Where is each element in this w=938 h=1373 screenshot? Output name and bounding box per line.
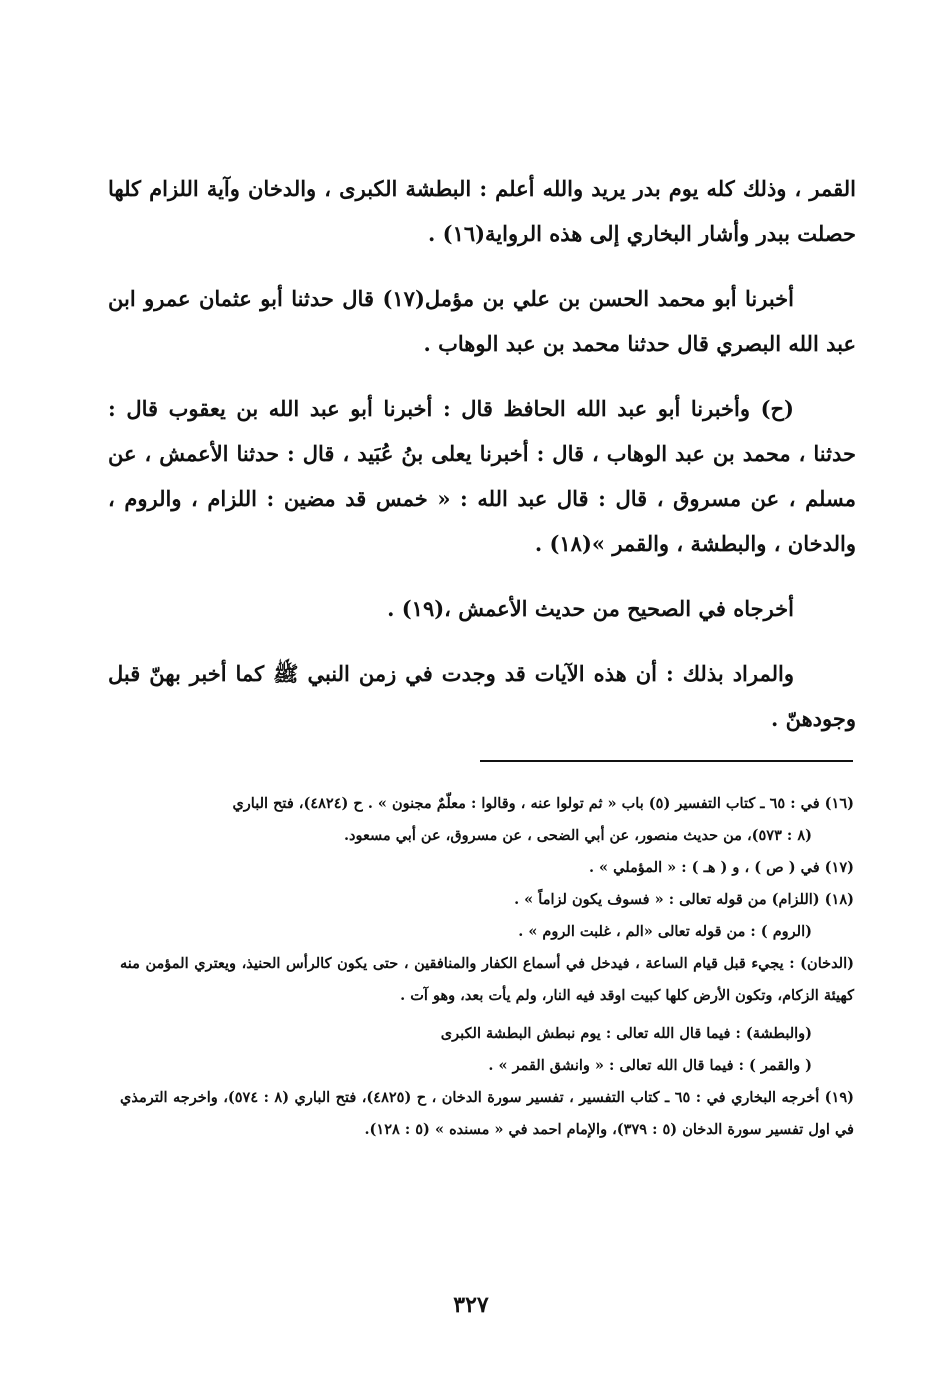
paragraph-5: والمراد بذلك : أن هذه الآيات قد وجدت في زمن النبي ﷺ كما أخبر بهنّ قبل وجودهنّ . <box>108 661 856 731</box>
footnote-divider <box>480 760 853 762</box>
paragraph-2: أخبرنا أبو محمد الحسن بن علي بن مؤمل(١٧) قال حدثنا أبو عثمان عمرو ابن عبد الله البصري قال حدثنا محمد بن عبد الوهاب . <box>108 286 856 356</box>
footnote-16: (١٦) في : ٦٥ ـ كتاب التفسير (٥) باب « ثم تولوا عنه ، وقالوا : معلّمٌ مجنون » . ح (٤٨٢٤)، فتح الباري <box>232 795 854 812</box>
footnote-16-continued: (٨ : ٥٧٣)، من حديث منصور، عن أبي الضحى ، عن مسروق، عن أبي مسعود. <box>343 827 812 844</box>
footnote-18-rum: (الروم ) : من قوله تعالى «الم ، غلبت الروم » . <box>518 923 812 940</box>
footnote-18-dukhan: (الدخان) : يجيء قبل قيام الساعة ، فيدخل في أسماع الكفار والمنافقين ، حتى يكون كالرأس الحنيذ، ويعتري المؤمن منه كهيئة الزكام، وتكون الأرض كلها كبيت اوقد فيه النار، ولم يأت بعد، وهو آت . <box>120 955 854 1004</box>
main-text <box>108 166 856 761</box>
footnotes <box>120 788 854 1146</box>
paragraph-1: القمر ، وذلك كله يوم بدر يريد والله أعلم : البطشة الكبرى ، والدخان وآية اللزام كلها حصلت ببدر وأشار البخاري إلى هذه الرواية(١٦) . <box>108 176 856 246</box>
footnote-17: (١٧) في ( ص ) ، و ( هـ ) : « المؤملي » . <box>588 859 854 876</box>
footnote-18-batsha: (والبطشة) : فيما قال الله تعالى : يوم نبطش البطشة الكبرى <box>440 1025 812 1042</box>
footnote-18-qamar: ( والقمر ) : فيما قال الله تعالى : « وانشق القمر » . <box>488 1057 812 1074</box>
paragraph-3: (ح) وأخبرنا أبو عبد الله الحافظ قال : أخبرنا أبو عبد الله بن يعقوب قال : حدثنا ، محمد بن عبد الوهاب ، قال : أخبرنا يعلى بنُ عُبَيد ، قال : حدثنا الأعمش ، عن مسلم ، عن مسروق ، قال : قال عبد الله : « خمس قد مضين : اللزام ، والروم ، والدخان ، والبطشة ، والقمر »(١٨) . <box>108 396 856 556</box>
paragraph-4: أخرجاه في الصحيح من حديث الأعمش ،(١٩) . <box>387 596 794 621</box>
footnote-18: (١٨) (اللزام) من قوله تعالى : « فسوف يكون لزاماً » . <box>514 891 854 908</box>
page-number: ٣٢٧ <box>453 1292 489 1318</box>
footnote-19: (١٩) أخرجه البخاري في : ٦٥ ـ كتاب التفسير ، تفسير سورة الدخان ، ح (٤٨٢٥)، فتح الباري (٨ : ٥٧٤)، واخرجه الترمذي في اول تفسير سورة الدخان (٥ : ٣٧٩)، والإمام احمد في « مسنده » (٥ : ١٢٨). <box>120 1089 854 1138</box>
